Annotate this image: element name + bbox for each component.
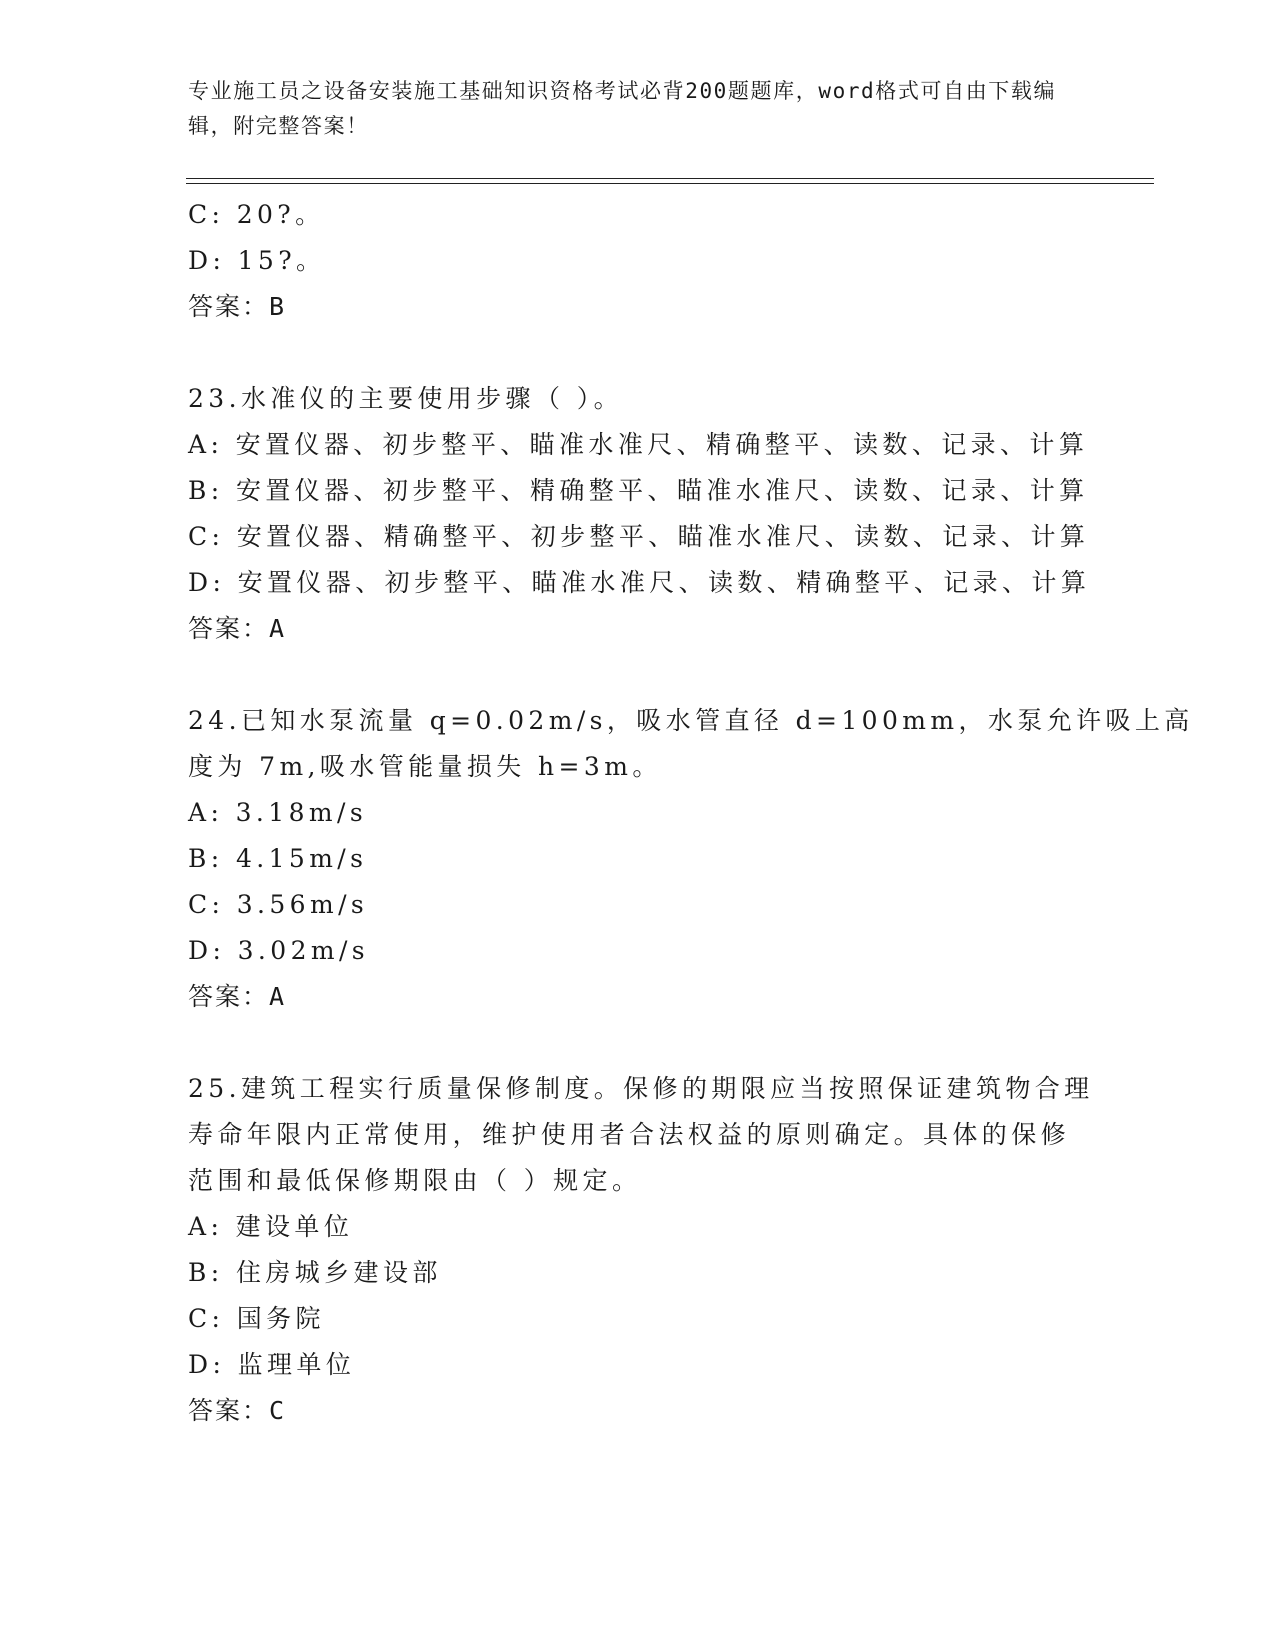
answer-line: 答案：C — [188, 1396, 287, 1425]
answer-line: 答案：A — [188, 982, 287, 1011]
answer-line: 答案：A — [188, 614, 287, 643]
option-a: A: 3.18m/s — [188, 798, 368, 827]
option-b: B: 安置仪器、初步整平、精确整平、瞄准水准尺、读数、记录、计算 — [188, 476, 1089, 505]
question-stem-line-3: 范围和最低保修期限由（ ）规定。 — [188, 1166, 642, 1195]
question-stem: 23.水准仪的主要使用步骤（ ）。 — [188, 384, 624, 413]
question-stem-line-1: 25.建筑工程实行质量保修制度。保修的期限应当按照保证建筑物合理 — [188, 1074, 1094, 1103]
question-stem-line-2: 寿命年限内正常使用，维护使用者合法权益的原则确定。具体的保修 — [188, 1120, 1071, 1149]
question-24 — [188, 698, 1194, 1020]
page-header: 专业施工员之设备安装施工基础知识资格考试必背200题题库，word格式可自由下载编辑，附完整答案！ — [188, 79, 1057, 138]
spacer — [188, 330, 1088, 376]
option-c: C: 安置仪器、精确整平、初步整平、瞄准水准尺、读数、记录、计算 — [188, 522, 1090, 551]
option-d: D: 15?。 — [188, 246, 326, 275]
answer-line: 答案：B — [188, 292, 287, 321]
option-d: D: 监理单位 — [188, 1350, 356, 1379]
option-c: C: 国务院 — [188, 1304, 325, 1333]
option-a: A: 安置仪器、初步整平、瞄准水准尺、精确整平、读数、记录、计算 — [188, 430, 1089, 459]
question-fragment — [188, 192, 1088, 330]
option-c: C: 20?。 — [188, 200, 325, 229]
option-c: C: 3.56m/s — [188, 890, 369, 919]
spacer — [188, 652, 1088, 698]
spacer — [188, 1020, 1088, 1066]
option-a: A: 建设单位 — [188, 1212, 354, 1241]
question-23 — [188, 376, 1091, 652]
header-rule-top — [186, 178, 1154, 179]
option-b: B: 住房城乡建设部 — [188, 1258, 442, 1287]
header-rule-bottom — [186, 183, 1154, 184]
question-25 — [188, 1066, 1094, 1434]
option-b: B: 4.15m/s — [188, 844, 368, 873]
document-body — [188, 192, 1194, 1434]
question-stem-line-2: 度为 7m,吸水管能量损失 h=3m。 — [188, 752, 662, 781]
question-stem-line-1: 24.已知水泵流量 q=0.02m/s，吸水管直径 d=100mm，水泵允许吸上高 — [188, 706, 1194, 735]
option-d: D: 3.02m/s — [188, 936, 370, 965]
option-d: D: 安置仪器、初步整平、瞄准水准尺、读数、精确整平、记录、计算 — [188, 568, 1091, 597]
